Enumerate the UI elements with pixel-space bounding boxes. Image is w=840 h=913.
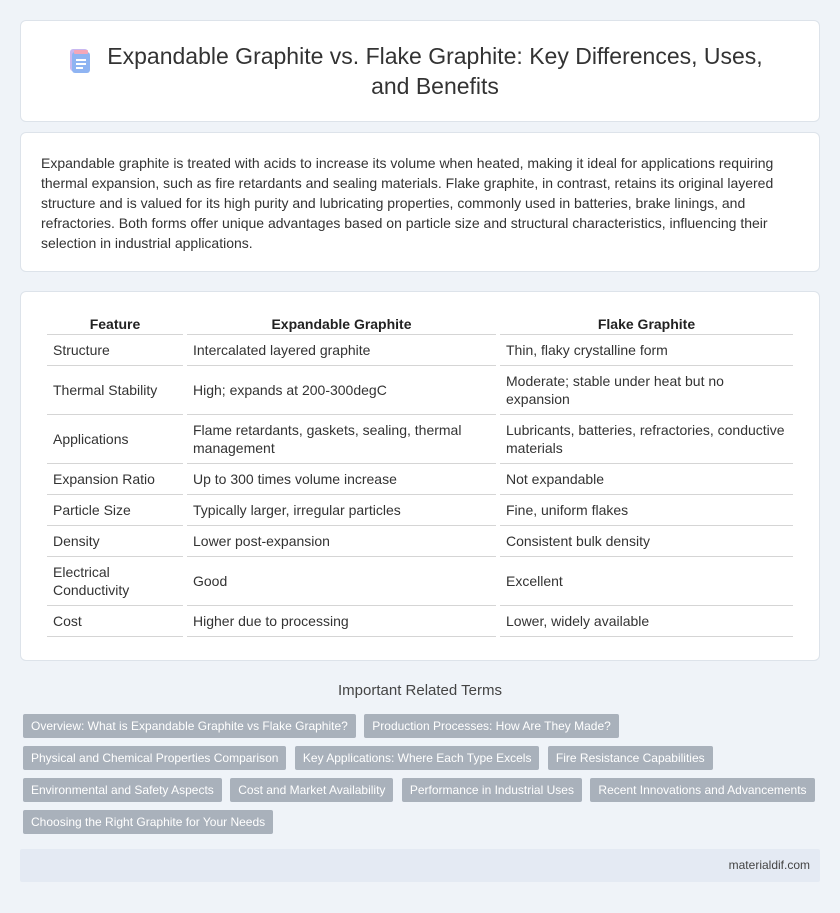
table-row	[47, 366, 793, 415]
feature-cell: Thermal Stability	[47, 366, 183, 415]
column-header-feature: Feature	[47, 308, 183, 335]
table-row	[47, 464, 793, 495]
flake-cell: Thin, flaky crystalline form	[500, 335, 793, 366]
intro-paragraph: Expandable graphite is treated with acids to increase its volume when heated, making it ideal for applications requiring thermal expansion, such as fire retardants and sealing materials. Flake graphite, in contrast, retains its original layered structure and is valued for its high purity and lubricating properties, commonly used in batteries, brake linings, and refractories. Both forms offer unique advantages based on particle size and structural characteristics, influencing their selection in industrial applications.	[41, 155, 774, 251]
table-row	[47, 606, 793, 637]
header-card	[20, 20, 820, 122]
table-row	[47, 557, 793, 606]
table-row	[47, 335, 793, 366]
feature-cell: Applications	[47, 415, 183, 464]
expandable-cell: Higher due to processing	[187, 606, 496, 637]
feature-cell: Electrical Conductivity	[47, 557, 183, 606]
related-term-tag[interactable]: Physical and Chemical Properties Comparison	[23, 746, 286, 770]
related-term-tag[interactable]: Recent Innovations and Advancements	[590, 778, 814, 802]
table-row	[47, 415, 793, 464]
footer-site-link[interactable]: materialdif.com	[728, 858, 810, 872]
expandable-cell: High; expands at 200-300degC	[187, 366, 496, 415]
table-row	[47, 526, 793, 557]
feature-cell: Cost	[47, 606, 183, 637]
flake-cell: Fine, uniform flakes	[500, 495, 793, 526]
related-term-tag[interactable]: Overview: What is Expandable Graphite vs Flake Graphite?	[23, 714, 356, 738]
column-header-expandable: Expandable Graphite	[187, 308, 496, 335]
comparison-card	[20, 291, 820, 661]
related-term-tag[interactable]: Key Applications: Where Each Type Excels	[295, 746, 540, 770]
related-term-tag[interactable]: Choosing the Right Graphite for Your Needs	[23, 810, 273, 834]
table-header-row	[47, 308, 793, 335]
flake-cell: Consistent bulk density	[500, 526, 793, 557]
flake-cell: Lubricants, batteries, refractories, conductive materials	[500, 415, 793, 464]
related-term-tag[interactable]: Fire Resistance Capabilities	[548, 746, 713, 770]
comparison-table	[43, 308, 797, 637]
flake-cell: Lower, widely available	[500, 606, 793, 637]
table-row	[47, 495, 793, 526]
expandable-cell: Lower post-expansion	[187, 526, 496, 557]
flake-cell: Not expandable	[500, 464, 793, 495]
feature-cell: Expansion Ratio	[47, 464, 183, 495]
feature-cell: Structure	[47, 335, 183, 366]
related-term-tag[interactable]: Environmental and Safety Aspects	[23, 778, 222, 802]
intro-card	[20, 132, 820, 272]
flake-cell: Moderate; stable under heat but no expansion	[500, 366, 793, 415]
expandable-cell: Flame retardants, gaskets, sealing, thermal management	[187, 415, 496, 464]
related-terms-list	[23, 714, 823, 842]
footer	[20, 849, 820, 882]
feature-cell: Particle Size	[47, 495, 183, 526]
expandable-cell: Intercalated layered graphite	[187, 335, 496, 366]
page-title: Expandable Graphite vs. Flake Graphite: Key Differences, Uses, and Benefits	[107, 43, 763, 99]
column-header-flake: Flake Graphite	[500, 308, 793, 335]
expandable-cell: Typically larger, irregular particles	[187, 495, 496, 526]
related-terms-title: Important Related Terms	[338, 682, 502, 699]
feature-cell: Density	[47, 526, 183, 557]
expandable-cell: Up to 300 times volume increase	[187, 464, 496, 495]
expandable-cell: Good	[187, 557, 496, 606]
related-term-tag[interactable]: Production Processes: How Are They Made?	[364, 714, 619, 738]
related-term-tag[interactable]: Performance in Industrial Uses	[402, 778, 582, 802]
flake-cell: Excellent	[500, 557, 793, 606]
related-term-tag[interactable]: Cost and Market Availability	[230, 778, 393, 802]
